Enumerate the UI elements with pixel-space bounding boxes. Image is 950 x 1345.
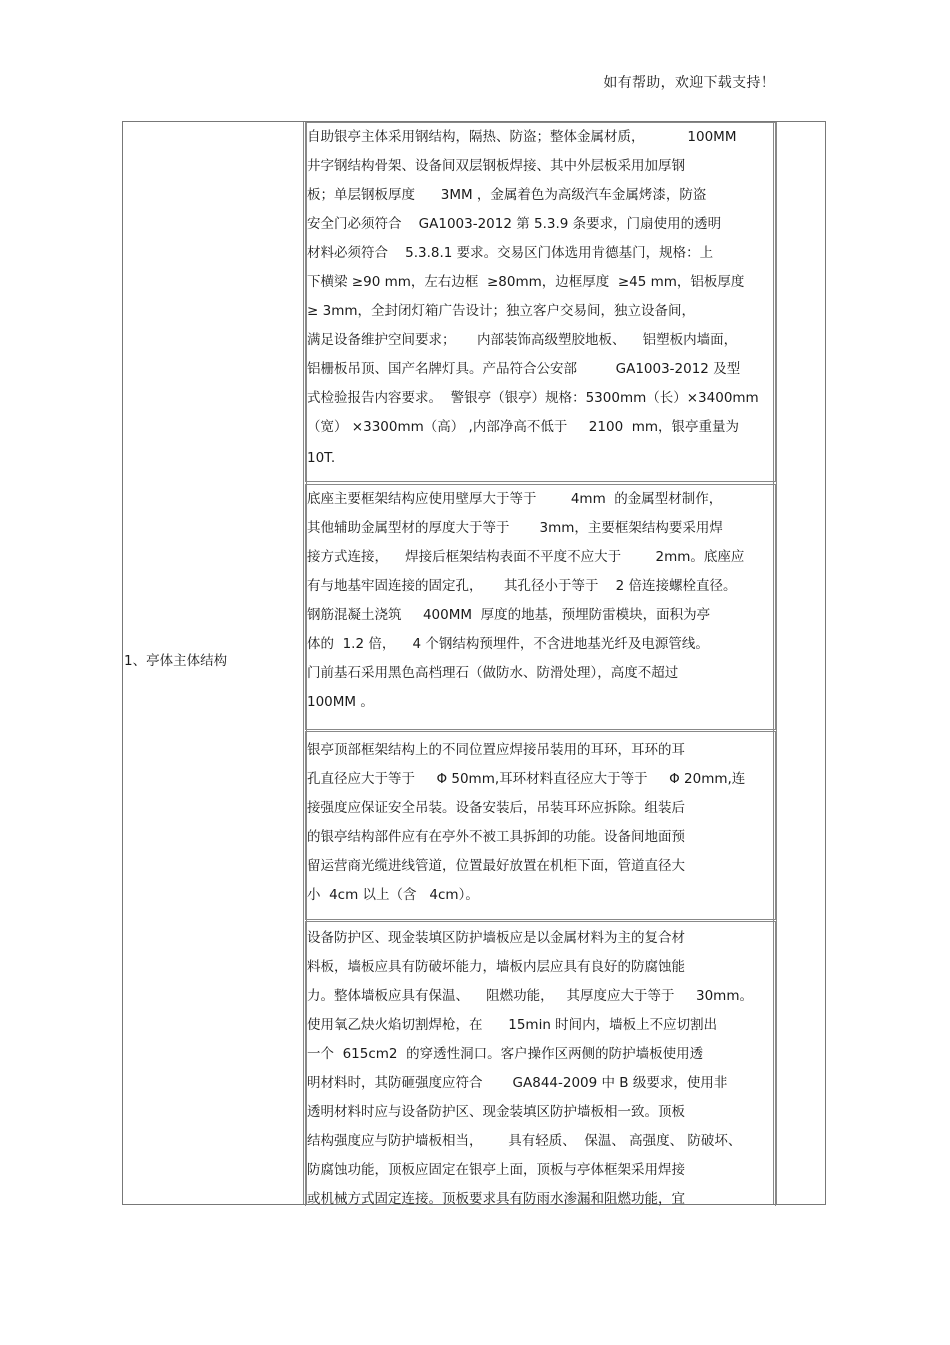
spec-line: 其他辅助金属型材的厚度大于等于 3mm，主要框架结构要采用焊 xyxy=(307,520,723,536)
spec-line: 防腐蚀功能，顶板应固定在银亭上面，顶板与亭体框架采用焊接 xyxy=(307,1162,685,1178)
spec-line: 铝栅板吊顶、国产名牌灯具。产品符合公安部 GA1003-2012 及型 xyxy=(307,361,741,377)
spec-line: 下横梁 ≥90 mm，左右边框 ≥80mm，边框厚度 ≥45 mm，铝板厚度 xyxy=(307,274,745,290)
spec-line: 接强度应保证安全吊装。设备安装后，吊装耳环应拆除。组装后 xyxy=(307,800,685,816)
column-divider xyxy=(776,122,777,1204)
column-divider xyxy=(303,122,304,1204)
spec-block-wall-panels xyxy=(305,921,776,1206)
spec-line: 井字钢结构骨架、设备间双层钢板焊接、其中外层板采用加厚钢 xyxy=(307,158,685,174)
spec-line: 式检验报告内容要求。 警银亭（银亭）规格：5300mm（长）×3400mm xyxy=(307,390,759,406)
spec-line: 银亭顶部框架结构上的不同位置应焊接吊装用的耳环，耳环的耳 xyxy=(307,742,685,758)
spec-line: 100MM 。 xyxy=(307,694,374,710)
spec-line: 小 4cm 以上（含 4cm）。 xyxy=(307,887,479,903)
spec-line: 接方式连接， 焊接后框架结构表面不平度不应大于 2mm。底座应 xyxy=(307,549,745,565)
spec-block-lifting xyxy=(305,731,776,920)
spec-line: 明材料时，其防砸强度应符合 GA844-2009 中 B 级要求，使用非 xyxy=(307,1075,728,1091)
spec-line: 材料必须符合 5.3.8.1 要求。交易区门体选用肯德基门，规格：上 xyxy=(307,245,714,261)
spec-line: ≥ 3mm，全封闭灯箱广告设计；独立客户交易间，独立设备间， xyxy=(307,303,695,319)
spec-line: 一个 615cm2 的穿透性洞口。客户操作区两侧的防护墙板使用透 xyxy=(307,1046,704,1062)
spec-line: 有与地基牢固连接的固定孔， 其孔径小于等于 2 倍连接螺栓直径。 xyxy=(307,578,737,594)
spec-line: 安全门必须符合 GA1003-2012 第 5.3.9 条要求，门扇使用的透明 xyxy=(307,216,722,232)
spec-line: （宽） ×3300mm（高） ,内部净高不低于 2100 mm，银亭重量为 xyxy=(307,419,740,435)
spec-line: 自助银亭主体采用钢结构，隔热、防盗；整体金属材质， 100MM xyxy=(307,129,737,145)
spec-line: 的银亭结构部件应有在亭外不被工具拆卸的功能。设备间地面预 xyxy=(307,829,685,845)
spec-line: 体的 1.2 倍， 4 个钢结构预埋件，不含进地基光纤及电源管线。 xyxy=(307,636,709,652)
spec-line: 结构强度应与防护墙板相当， 具有轻质、 保温、 高强度、 防破坏、 xyxy=(307,1133,742,1149)
spec-line: 留运营商光缆进线管道，位置最好放置在机柜下面，管道直径大 xyxy=(307,858,685,874)
spec-line: 透明材料时应与设备防护区、现金装填区防护墙板相一致。顶板 xyxy=(307,1104,685,1120)
spec-line: 使用氧乙炔火焰切割焊枪，在 15min 时间内，墙板上不应切割出 xyxy=(307,1017,718,1033)
spec-line: 10T. xyxy=(307,450,336,466)
spec-block-body-structure xyxy=(305,122,776,482)
spec-line: 或机械方式固定连接。顶板要求具有防雨水渗漏和阻燃功能，宜 xyxy=(307,1191,685,1206)
spec-line: 钢筋混凝土浇筑 400MM 厚度的地基，预埋防雷模块，面积为亭 xyxy=(307,607,711,623)
spec-line: 门前基石采用黑色高档理石（做防水、防滑处理），高度不超过 xyxy=(307,665,679,681)
spec-table xyxy=(122,121,826,1205)
spec-line: 料板，墙板应具有防破坏能力，墙板内层应具有良好的防腐蚀能 xyxy=(307,959,685,975)
spec-block-base xyxy=(305,484,776,730)
spec-line: 满足设备维护空间要求； 内部装饰高级塑胶地板、 铝塑板内墙面， xyxy=(307,332,738,348)
spec-line: 板；单层钢板厚度 3MM ，金属着色为高级汽车金属烤漆，防盗 xyxy=(307,187,707,203)
spec-line: 底座主要框架结构应使用壁厚大于等于 4mm 的金属型材制作， xyxy=(307,491,723,507)
spec-line: 力。整体墙板应具有保温、 阻燃功能， 其厚度应大于等于 30mm。 xyxy=(307,988,753,1004)
header-note: 如有帮助，欢迎下载支持！ xyxy=(603,75,775,91)
section-label: 1、亭体主体结构 xyxy=(124,653,228,669)
spec-line: 孔直径应大于等于 Φ 50mm,耳环材料直径应大于等于 Φ 20mm,连 xyxy=(307,771,746,787)
spec-line: 设备防护区、现金装填区防护墙板应是以金属材料为主的复合材 xyxy=(307,930,685,946)
